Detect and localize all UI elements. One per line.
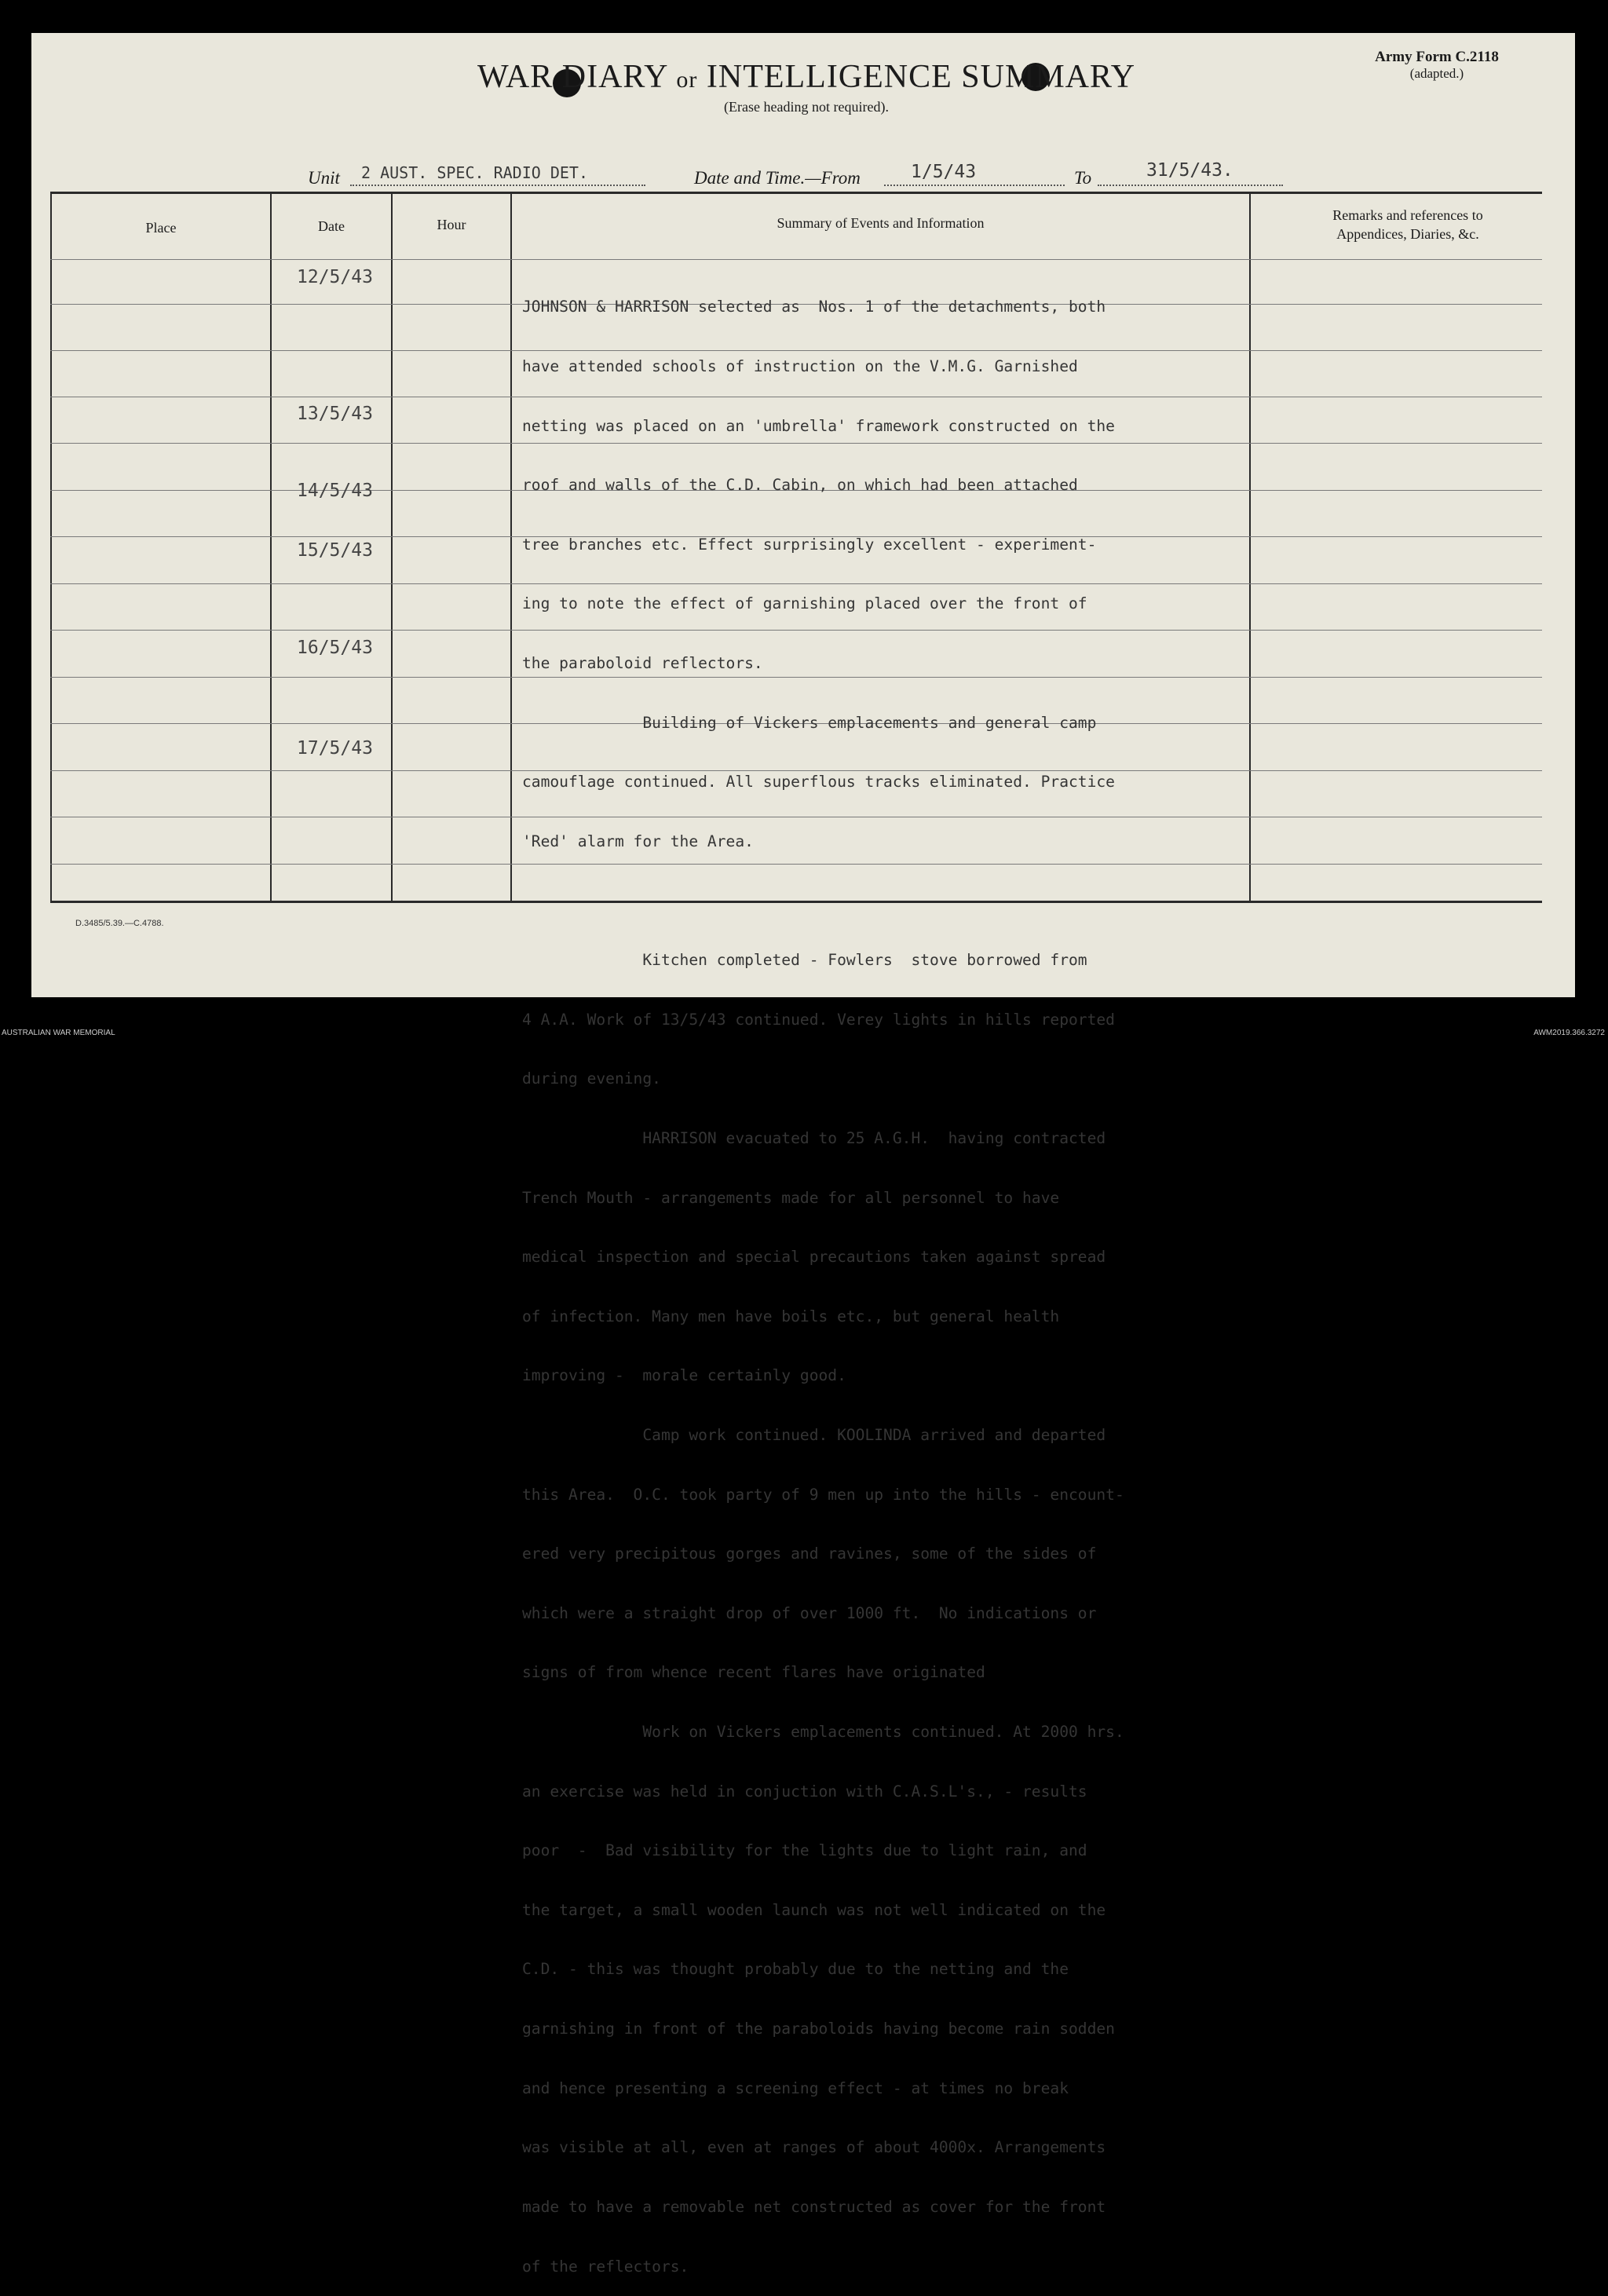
entry-line: C.D. - this was thought probably due to the netting and the	[522, 1960, 1069, 1979]
unit-value: 2 AUST. SPEC. RADIO DET.	[361, 163, 588, 182]
summary-entries	[522, 258, 1307, 2296]
header-remarks-line2: Appendices, Diaries, &c.	[1336, 226, 1479, 242]
entry-line: ing to note the effect of garnishing placed over the front of	[522, 594, 1087, 613]
form-subtitle: (Erase heading not required).	[724, 99, 889, 115]
header-remarks	[1251, 206, 1565, 243]
entry-line: this Area. O.C. took party of 9 men up into the hills - encount-	[522, 1485, 1124, 1504]
entry-line: of infection. Many men have boils etc., but general health	[522, 1307, 1060, 1325]
header-date: Date	[318, 218, 345, 234]
entry-line: 4 A.A. Work of 13/5/43 continued. Verey lights in hills reported	[522, 1010, 1115, 1029]
header-place: Place	[145, 220, 177, 236]
entry-line: JOHNSON & HARRISON selected as Nos. 1 of the detachments, both	[522, 298, 1106, 316]
date-to-dotted-line	[1098, 185, 1283, 186]
entry-date: 17/5/43	[297, 738, 373, 759]
title-rest: INTELLIGENCE SUMMARY	[706, 59, 1136, 95]
entry-line: garnishing in front of the paraboloids having become rain sodden	[522, 2020, 1115, 2038]
entry-line: Camp work continued. KOOLINDA arrived and departed	[522, 1425, 1106, 1444]
title-or: or	[676, 67, 698, 93]
date-from-value: 1/5/43	[911, 162, 977, 182]
form-print-code: D.3485/5.39.—C.4788.	[75, 919, 164, 928]
army-form-label	[1335, 49, 1539, 82]
entry-line: Work on Vickers emplacements continued. At 2000 hrs.	[522, 1723, 1124, 1742]
entry-line: roof and walls of the C.D. Cabin, on which had been attached	[522, 476, 1078, 495]
unit-label: Unit	[308, 168, 340, 188]
entry-line: was visible at all, even at ranges of about 4000x. Arrangements	[522, 2138, 1106, 2157]
header-remarks-line1: Remarks and references to	[1332, 207, 1483, 223]
table-top-border	[50, 192, 1542, 194]
entry-line: tree branches etc. Effect surprisingly excellent - experiment-	[522, 535, 1097, 554]
date-time-label: Date and Time.—From	[694, 168, 861, 188]
entry-line: medical inspection and special precautions taken against spread	[522, 1248, 1106, 1267]
entry-line: Trench Mouth - arrangements made for all personnel to have	[522, 1188, 1060, 1207]
form-title	[437, 58, 1175, 96]
entry-line: Building of Vickers emplacements and general camp	[522, 713, 1097, 732]
entry-line: and hence presenting a screening effect - at times no break	[522, 2078, 1069, 2097]
col-divider-hour-summary	[510, 193, 512, 901]
entry-date: 12/5/43	[297, 267, 373, 287]
entry-date: 16/5/43	[297, 638, 373, 658]
entry-line: the paraboloid reflectors.	[522, 654, 763, 673]
entry-date: 14/5/43	[297, 481, 373, 501]
header-hour: Hour	[437, 217, 466, 232]
army-form-adapted: (adapted.)	[1409, 66, 1464, 81]
entry-line: which were a straight drop of over 1000 ft. No indications or	[522, 1603, 1097, 1622]
entry-line: signs of from whence recent flares have originated	[522, 1663, 985, 1682]
caption-accession-number: AWM2019.366.3272	[1533, 1029, 1605, 1037]
entry-line: during evening.	[522, 1069, 661, 1088]
col-divider-date-hour	[391, 193, 393, 901]
header-summary: Summary of Events and Information	[777, 215, 985, 231]
entry-line: improving - morale certainly good.	[522, 1366, 846, 1385]
entry-line: made to have a removable net constructed as cover for the front	[522, 2197, 1106, 2216]
army-form-number: Army Form C.2118	[1375, 49, 1499, 65]
entry-line: netting was placed on an 'umbrella' framework constructed on the	[522, 416, 1115, 435]
entry-line: poor - Bad visibility for the lights due to light rain, and	[522, 1841, 1087, 1860]
col-divider-place-date	[270, 193, 272, 901]
entry-line	[522, 891, 1307, 911]
entry-line: ered very precipitous gorges and ravines, some of the sides of	[522, 1545, 1097, 1563]
entry-line: the target, a small wooden launch was not well indicated on the	[522, 1900, 1106, 1919]
date-to-value: 31/5/43.	[1146, 160, 1233, 181]
entry-line: 'Red' alarm for the Area.	[522, 832, 754, 850]
entry-line: Kitchen completed - Fowlers stove borrowed from	[522, 951, 1087, 970]
entry-line: of the reflectors.	[522, 2257, 689, 2276]
unit-dotted-line	[350, 185, 645, 186]
entry-line: have attended schools of instruction on the V.M.G. Garnished	[522, 357, 1078, 376]
entry-date: 13/5/43	[297, 404, 373, 424]
entry-date: 15/5/43	[297, 540, 373, 561]
date-from-dotted-line	[884, 185, 1065, 186]
caption-institution: AUSTRALIAN WAR MEMORIAL	[2, 1029, 115, 1037]
entry-line: HARRISON evacuated to 25 A.G.H. having contracted	[522, 1128, 1106, 1147]
date-to-label: To	[1074, 168, 1092, 188]
title-main: WAR DIARY	[477, 59, 667, 95]
entry-line: camouflage continued. All superflous tracks eliminated. Practice	[522, 773, 1115, 792]
entry-line: an exercise was held in conjuction with C.A.S.L's., - results	[522, 1782, 1087, 1801]
col-divider-left	[50, 193, 52, 901]
